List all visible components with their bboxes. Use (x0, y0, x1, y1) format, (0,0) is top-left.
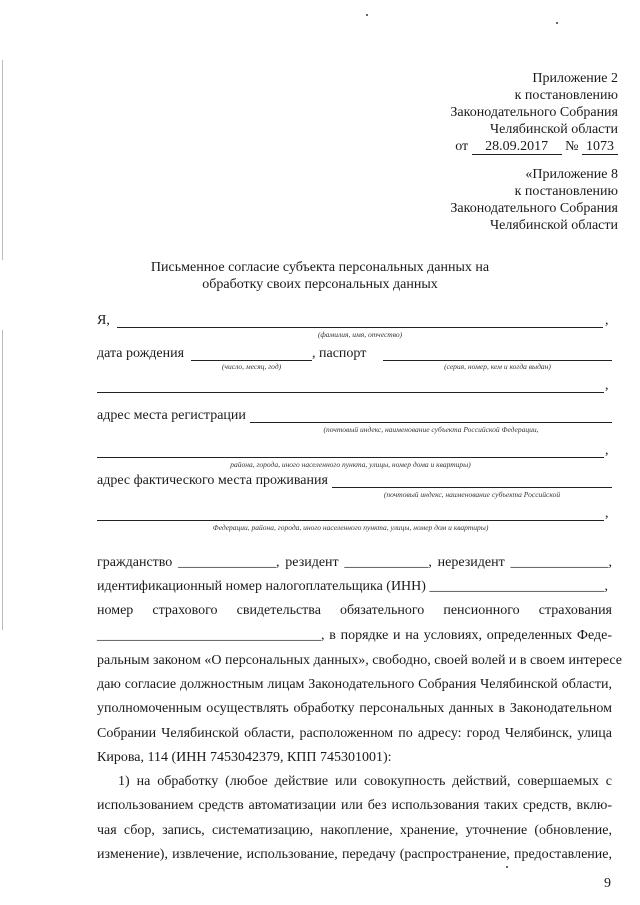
body-line: Кирова, 114 (ИНН 7453042379, КПП 745301001): (97, 750, 392, 765)
title-line: Письменное согласие субъекта персональных данных на (150, 260, 490, 275)
passport-field-continued[interactable] (97, 392, 604, 393)
body-line: изменение), извлечение, использование, передачу (распространение, предоставление, (97, 847, 612, 862)
appendix-org: Законодательного Собрания (450, 105, 618, 120)
appendix-header (450, 70, 618, 155)
passport-hint: (серия, номер, кем и когда выдан) (444, 362, 551, 371)
live-address-field[interactable] (332, 487, 612, 488)
appendix-header-original (450, 166, 618, 234)
reg-address-hint-continued: района, города, иного населенного пункта, улицы, номер дома и квартиры) (230, 460, 471, 469)
comma: , (605, 313, 609, 328)
body-line: 1) на обработку (любое действие или совокупность действий, совершаемых с (118, 774, 612, 789)
appendix-number: Приложение 2 (532, 71, 618, 86)
reg-address-field[interactable] (250, 422, 612, 423)
full-name-hint: (фамилия, имя, отчество) (317, 330, 403, 339)
resolution-number: 1073 (582, 139, 618, 155)
scan-speck (556, 22, 558, 24)
live-address-label: адрес фактического места проживания (97, 473, 328, 488)
body-line: Собрании Челябинской области, расположенном по адресу: город Челябинск, улица (97, 726, 612, 741)
birth-date-hint: (число, месяц, год) (221, 362, 282, 371)
body-line: ________________________________, в порядке и на условиях, определенных Феде- (97, 628, 612, 643)
live-address-field-continued[interactable] (97, 520, 604, 521)
comma: , (605, 506, 609, 521)
birth-date-field[interactable] (191, 360, 312, 361)
reg-address-label: адрес места регистрации (97, 408, 246, 423)
citizenship-line: гражданство ______________, резидент ____________, нерезидент ______________, (97, 555, 612, 570)
comma: , (605, 443, 609, 458)
scan-edge (2, 60, 3, 260)
comma: , (605, 378, 609, 393)
reg-address-hint: (почтовый индекс, наименование субъекта Российской Федерации, (323, 425, 539, 434)
body-line: номер страхового свидетельства обязательного пенсионного страхования (97, 603, 612, 618)
date-prefix: от (455, 139, 469, 154)
appendix-region: Челябинской области (490, 122, 618, 137)
body-line: ральным законом «О персональных данных», свободно, своей волей и в своем интересе (97, 653, 622, 668)
title-line: обработку своих персональных данных (202, 277, 438, 292)
document-title (0, 259, 640, 293)
appendix-org: Законодательного Собрания (450, 201, 618, 216)
passport-label: , паспорт (312, 346, 367, 361)
passport-field[interactable] (383, 360, 612, 361)
live-address-hint-continued: Федерации, района, города, иного населенного пункта, улицы, номер дом и квартиры) (212, 523, 489, 532)
body-line: уполномоченным осуществлять обработку персональных данных в Законодательном (97, 701, 612, 716)
body-line: даю согласие должностным лицам Законодательного Собрания Челябинской области, (97, 677, 612, 692)
birth-label: дата рождения (97, 346, 185, 361)
scan-edge (2, 330, 3, 630)
live-address-hint: (почтовый индекс, наименование субъекта Российской (383, 490, 561, 499)
i-label: Я, (97, 313, 110, 328)
body-line: чая сбор, запись, систематизацию, накопление, хранение, уточнение (обновление, (97, 823, 612, 838)
body-line: использованием средств автоматизации или без использования таких средств, вклю- (97, 798, 612, 813)
appendix-region: Челябинской области (490, 218, 618, 233)
appendix-number: «Приложение 8 (525, 167, 618, 182)
scan-speck (506, 866, 508, 868)
full-name-field[interactable] (117, 327, 603, 328)
resolution-date: 28.09.2017 (472, 139, 562, 155)
appendix-ref: к постановлению (514, 184, 618, 199)
scan-speck (366, 14, 368, 16)
reg-address-field-continued[interactable] (97, 457, 604, 458)
appendix-ref: к постановлению (514, 88, 618, 103)
page-number: 9 (604, 876, 611, 891)
number-prefix: № (565, 139, 579, 154)
appendix-date-line (450, 138, 618, 155)
inn-line: идентификационный номер налогоплательщика (ИНН) _________________________, (97, 579, 608, 594)
